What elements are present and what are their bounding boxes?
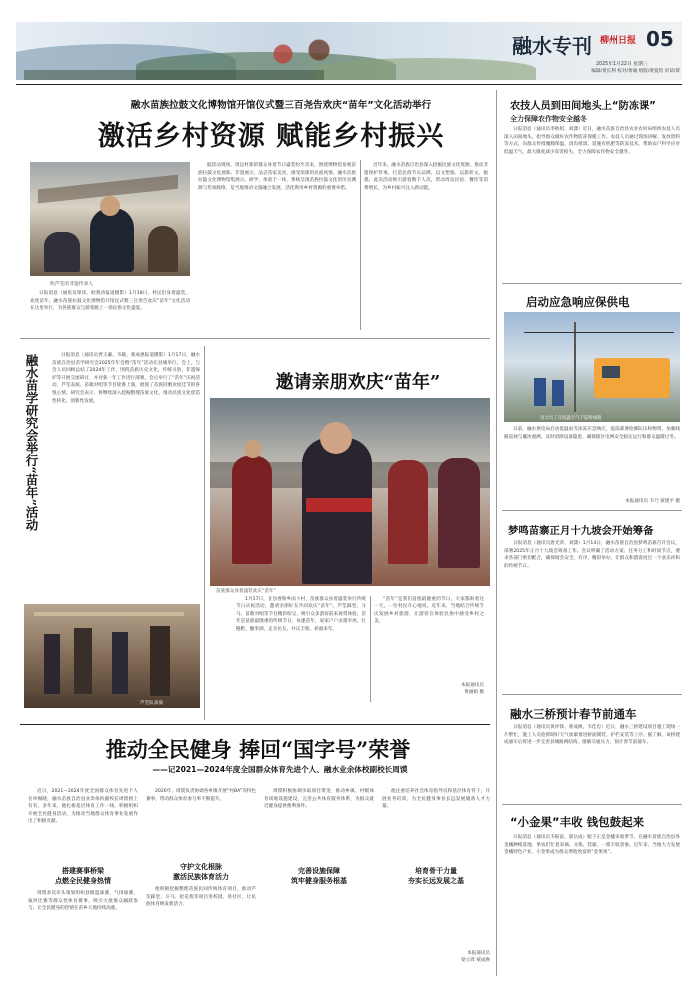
feature-body: 1月17日，在县香粉乡雨卜村，苗族群众身着盛装举行传统节日庆祝活动，邀请亲朋好友共同欢庆“苗年”。芦笙踩堂、斗马、苗歌对唱等节目精彩纷呈，吸引众多游客前来观赏体验。苗年是苗族最隆重的传统节日，每逢苗年，家家户户杀猪宰鸡、打糍粑、酿米酒，走亲访友，共庆丰收，祈福来年。 [236,597,366,632]
editor-credits: 编辑/黄长利 校对/黄瑜 组版/黄爱钧 审读/覃 [591,69,680,74]
feature-reporter: 本报通讯员 黄丽娟 摄 [461,683,484,695]
lead-photo-note: 日报消息（通讯员覃泽、欧燕涛报道摄影）1月18日，村民们身着盛装，欢度苗年。融水苗族拉鼓文化博物馆开馆仪式暨三百尧告欢庆“苗年”文化活动在这里举行，为各族群众与游客献上一场民俗文化盛宴。 [30,291,190,312]
lead-body-middle: 据活动现场，周边村寨的群众身着节日盛装纷至沓来，围绕博物馆参观苗族拉鼓文化展陈、非遗展示，品尝苗家美食，感受浓郁的民族风情。融水苗族拉鼓文化博物馆集展示、研学、体验于一体，系统呈现苗族拉鼓文化的历史渊源与传承脉络，是当地推动文旅融合发展、活化利用乡村资源的重要举措。 [198,163,356,191]
lead-photo-caption: 吹芦笙的非遗传承人 [50,282,94,287]
banner-figures-illustration [256,30,346,70]
bottom-col4: 他注重培养社会体育指导员和基层体育骨干，开展业务培训，为全民健身事业长远发展储备人才力量。 [382,789,490,810]
right-a2-body: 日前，融水供电局启动低温雨雪冰冻应急响应，提前部署抢修队伍和物资，加强线路巡视与覆冰观测，及时消除设备隐患，确保辖区电网安全稳定运行和群众温暖过冬。 [504,427,680,440]
right-a5-body: 日报消息（通讯员韦振富、梁岳成）眼下正是金橘采收季节，在融水苗族自治县各金橘种植基地，果农们忙着采摘、分拣、装箱，一派丰收景象。近年来，当地大力发展金橘特色产业，小金果成为群众增收致富的“金果果”。 [504,835,680,856]
miao-academy-vertical-title: 融水苗学研究会举行“苗年”活动 [24,354,39,531]
feature-extra: “苗年”是我们苗族最隆重的节日，大家都盼着这一天。一位村民开心地说。近年来，当地结合传统节庆发展乡村旅游，让游客在体验民俗中感受乡村之美。 [374,597,484,625]
right-a4-body: 日报消息（通讯员黄祥锋、蒙成焕、韦佳忠）近日，融水三桥建设项目施工现场一片繁忙，施工人员抢抓晴好天气加紧推进桥面铺装、护栏安装等工序。据了解，该桥建成通车后将进一步完善县城路网结构，缓解交通压力，预计春节前通车。 [504,725,680,746]
bottom-col1b: 周馍多次牵头策划组织县级篮球赛、气排球赛、拔河比赛等群众性体育赛事，吸引大批群众踊跃参与，让全民健身的热情在苗乡大地持续高涨。 [28,891,138,912]
lead-headline: 激活乡村资源 赋能乡村振兴 [97,121,445,152]
right-a3-title: 梦鸣苗寨正月十九坡会开始筹备 [508,525,654,537]
right-a1-subtitle: 全力保障农作物安全越冬 [510,115,587,123]
right-a2-reporter: 本报通讯员 韦乃 蒙建平 摄 [625,499,680,504]
bottom-col1: 近日，2021—2024年度全国群众体育先进个人名单揭晓，融水苗族自治县业余体校副校长周馍榜上有名。多年来，他扎根基层体育工作一线，积极组织开展全民健身活动，为推动当地群众体育事业发展作出了积极贡献。 [28,789,138,825]
bottom-col3-subhead: 完善设施保障 筑牢健身服务根基 [291,867,347,885]
feature-photo [210,398,490,586]
miao-academy-caption: 芦笙队表演 [140,701,163,706]
section-title: 融水专刊 [512,34,592,58]
miao-academy-photo [24,604,200,708]
right-a2-photo [504,312,680,422]
page-number: 05 [646,27,674,51]
bottom-col2b: 他积极挖掘整理苗族民间传统体育项目，推动芦笙踩堂、斗马、抢花炮等项目进校园、进社区，让民族体育焕发新活力。 [146,887,256,908]
bottom-col2-subhead: 守护文化根脉 激活民族体育活力 [173,863,229,881]
right-a3-body: 日报消息（通讯员唐光荣、刘潇）1月14日，融水苗族自治县梦鸣苗寨召开会议，部署2025年正月十九坡会筹备工作。会议明确了活动方案、任务分工和时间节点，要求各部门密切配合，确保坡会安全、有序、精彩举办，让群众和游客度过一个欢乐祥和的传统节日。 [504,541,680,569]
right-a1-title: 农技人员到田间地头上“防冻课” [510,101,656,112]
right-a4-title: 融水三桥预计春节前通车 [510,707,637,721]
right-a1-body: 日报消息（通讯员李秋娟、刘潇）近日，融水苗族自治县农业农村局组织农技人员深入田间地头，指导群众做好农作物防冻保暖工作。农技人员通过现场讲解、发放资料等方式，向群众传授覆膜保温、清沟排渍、追施有机肥等防冻技术，帮助农户科学应对低温天气，最大限度减少冻害损失，全力保障农作物安全越冬。 [504,127,680,155]
right-a2-title: 启动应急响应保供电 [526,295,630,309]
lead-body-right: 近年来，融水苗族自治县深入挖掘民族文化资源，推动非遗保护传承，打造民俗节庆品牌，以文塑旅、以旅彰文。据悉，此次活动吸引游客数千人次，带动周边民宿、餐饮等消费增长，为乡村振兴注入新动能。 [364,163,488,191]
bottom-col2: 2020年，周馍负责协调各乡镇开展“村BA”等特色赛事，带动群众体育参与率不断提升。 [146,789,256,802]
issue-date: 2025年1月22日 星期三 [596,62,648,67]
bottom-col3: 周馍积极协调争取项目资金，推动乡镇、村级体育场地设施建设，完善公共体育服务体系，为群众就近健身提供便利条件。 [264,789,374,810]
bottom-col1-subhead: 搭建赛事桥梁 点燃全民健身热情 [55,867,111,885]
right-a2-caption: 电力员工在低温天气下巡检线路 [540,416,602,421]
bottom-col4-subhead: 培育骨干力量 夯实长远发展之基 [408,867,464,885]
paper-name-logo: 柳州日报 [600,36,637,46]
miao-academy-body: 日报消息（通讯员贾玉谦、韦敏、蒙成惠报道摄影）1月17日，融水苗族自治县苗学研究会2025年年会暨“苗年”活动在县城举行。会上，与会人员回顾总结了2024年工作，围绕苗族历史文化、传统习俗、非遗保护等开展交流研讨，并对新一年工作进行部署。会后举行了“苗年”庆祝活动，芦笙表演、苗歌对唱等节目轮番上演，展现了苗族同胞欢度佳节的喜悦心情。研究会表示，将继续深入挖掘整理苗族文化，推动民族文化创造性转化、创新性发展。 [52,353,200,404]
bottom-headline: 推动全民健身 捧回“国字号”荣誉 [105,737,411,762]
right-a5-title: “小金果”丰收 钱包鼓起来 [510,815,645,829]
bottom-subheadline: ——记2021—2024年度全国群众体育先进个人、融水业余体校副校长周馍 [152,765,408,774]
feature-photo-caption: 苗族群众身着盛装欢庆“苗年” [216,589,276,594]
lead-photo [30,162,190,276]
bottom-reporter: 本报通讯员 梁立周 蒙成焕 [460,951,490,963]
feature-headline: 邀请亲朋欢庆“苗年” [275,372,441,393]
lead-kicker: 融水苗族拉鼓文化博物馆开馆仪式暨三百尧告欢庆“苗年”文化活动举行 [130,100,432,111]
